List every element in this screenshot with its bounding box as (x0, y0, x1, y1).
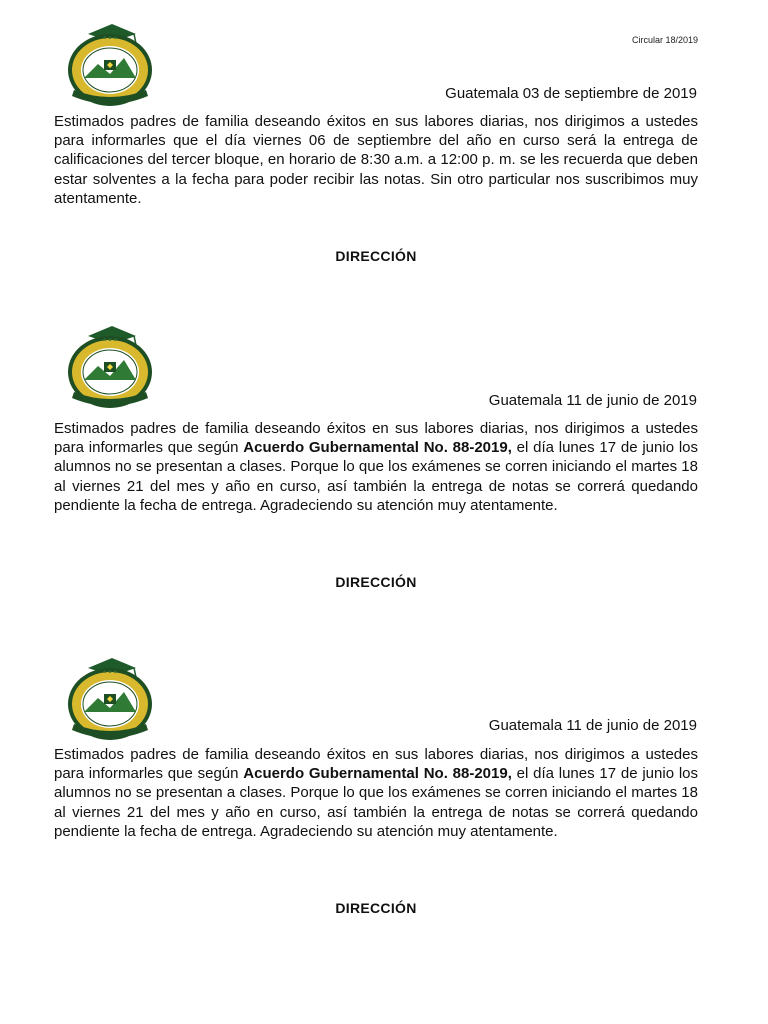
school-crest-icon (62, 322, 158, 412)
letter-body (54, 419, 698, 515)
school-crest-icon (62, 654, 158, 744)
svg-text:* * *: * * * (103, 337, 117, 346)
letter-date: Guatemala 11 de junio de 2019 (488, 392, 697, 409)
circular-number: Circular 18/2019 (631, 35, 698, 45)
letter-date: Guatemala 11 de junio de 2019 (488, 717, 697, 734)
letter-body (54, 745, 698, 841)
letter-text-start: Estimados padres de familia deseando éxitos en sus labores diarias, nos dirigimos a ustedes para informarles que según (54, 746, 698, 783)
letter-bold-reference: Acuerdo Gubernamental No. 88-2019, (243, 439, 512, 457)
letter-body (54, 112, 698, 208)
signature-direccion: DIRECCIÓN (335, 574, 417, 590)
letter-text-start: Estimados padres de familia deseando éxitos en sus labores diarias, nos dirigimos a ustedes para informarles que según (54, 420, 698, 457)
letter-text-end: el día lunes 17 de junio los alumnos no se presentan a clases. Porque lo que los exámenes se corren iniciando el martes 18 al viernes 21 del mes y año en curso, así también la entrega de notas se correrá quedando pendiente la fecha de entrega. Agradeciendo su atención muy atentamente. (54, 765, 699, 840)
signature-direccion: DIRECCIÓN (335, 900, 417, 916)
school-crest-icon (62, 20, 158, 110)
letter-bold-reference: Acuerdo Gubernamental No. 88-2019, (243, 765, 512, 783)
svg-text:* * *: * * * (103, 669, 117, 678)
letter-text-end: el día lunes 17 de junio los alumnos no se presentan a clases. Porque lo que los exámenes se corren iniciando el martes 18 al viernes 21 del mes y año en curso, así también la entrega de notas se correrá quedando pendiente la fecha de entrega. Agradeciendo su atención muy atentamente. (54, 439, 699, 514)
svg-text:* * *: * * * (103, 35, 117, 44)
letter-date: Guatemala 03 de septiembre de 2019 (445, 85, 697, 102)
signature-direccion: DIRECCIÓN (335, 248, 417, 264)
letter-text: Estimados padres de familia deseando éxitos en sus labores diarias, nos dirigimos a ustedes para informarles que el día viernes 06 de septiembre del año en curso será la entrega de calificaciones del tercer bloque, en horario de 8:30 a.m. a 12:00 p. m. se les recuerda que deben estar solventes a la fecha para poder recibir las notas. Sin otro particular nos suscribimos muy atentamente. (54, 113, 698, 207)
